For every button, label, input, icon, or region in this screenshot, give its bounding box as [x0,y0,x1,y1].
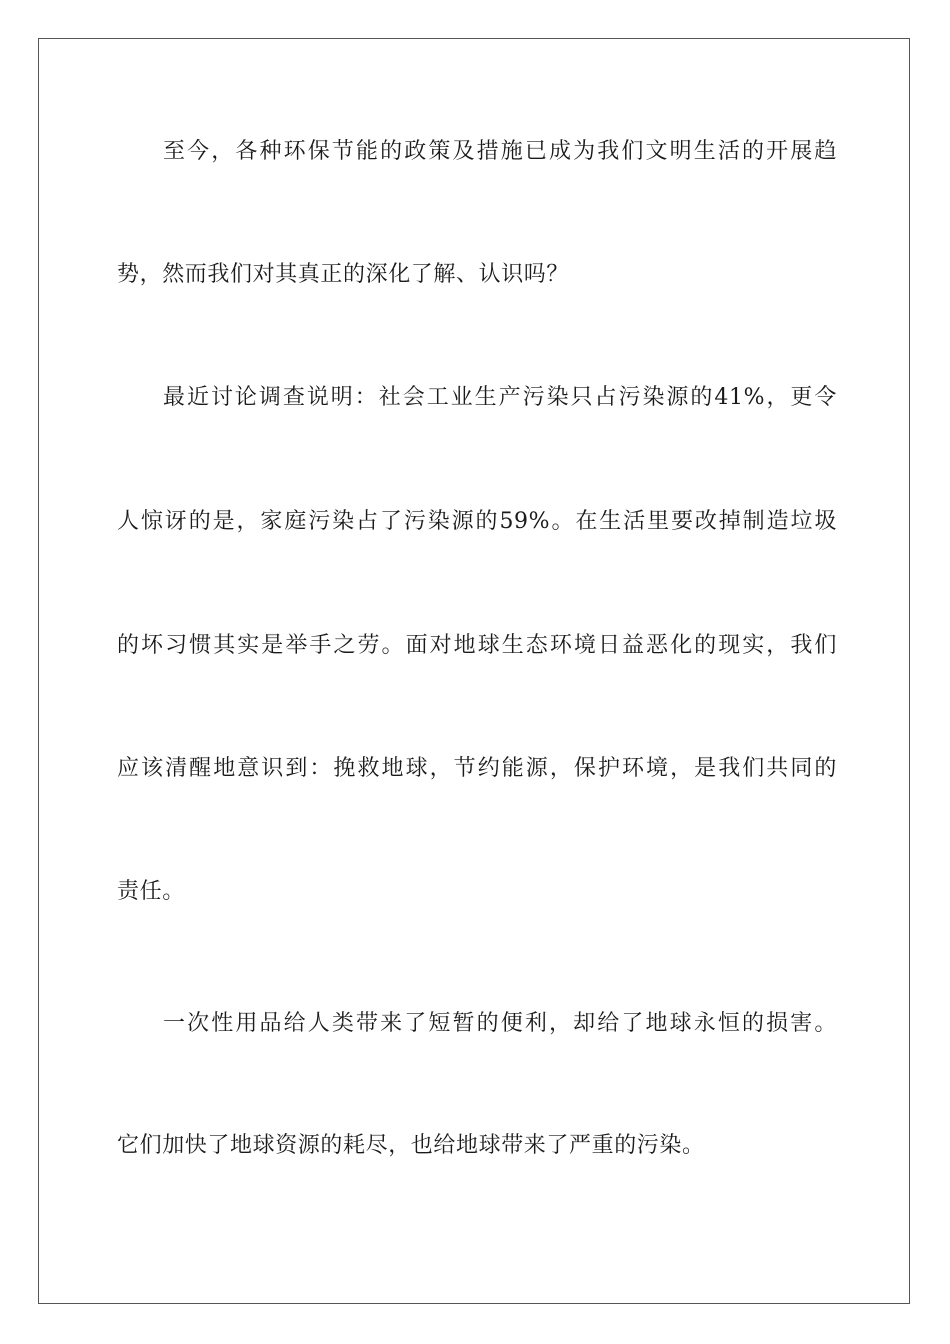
paragraph-1-line-1: 至今，各种环保节能的政策及措施已成为我们文明生活的开展趋 [163,139,837,164]
page-border [38,38,910,1304]
paragraph-2-line-1: 最近讨论调查说明：社会工业生产污染只占污染源的41%，更令 [163,385,837,410]
paragraph-3-line-1: 一次性用品给人类带来了短暂的便利，却给了地球永恒的损害。 [163,1011,837,1036]
paragraph-2-line-4: 应该清醒地意识到：挽救地球，节约能源，保护环境，是我们共同的 [117,756,837,781]
paragraph-2-line-5: 责任。 [117,879,185,904]
paragraph-2-line-3: 的坏习惯其实是举手之劳。面对地球生态环境日益恶化的现实，我们 [117,633,837,658]
paragraph-3-line-2: 它们加快了地球资源的耗尽，也给地球带来了严重的污染。 [117,1133,705,1158]
paragraph-2-line-2: 人惊讶的是，家庭污染占了污染源的59%。在生活里要改掉制造垃圾 [117,509,837,534]
paragraph-1-line-2: 势，然而我们对其真正的深化了解、认识吗？ [117,262,570,287]
